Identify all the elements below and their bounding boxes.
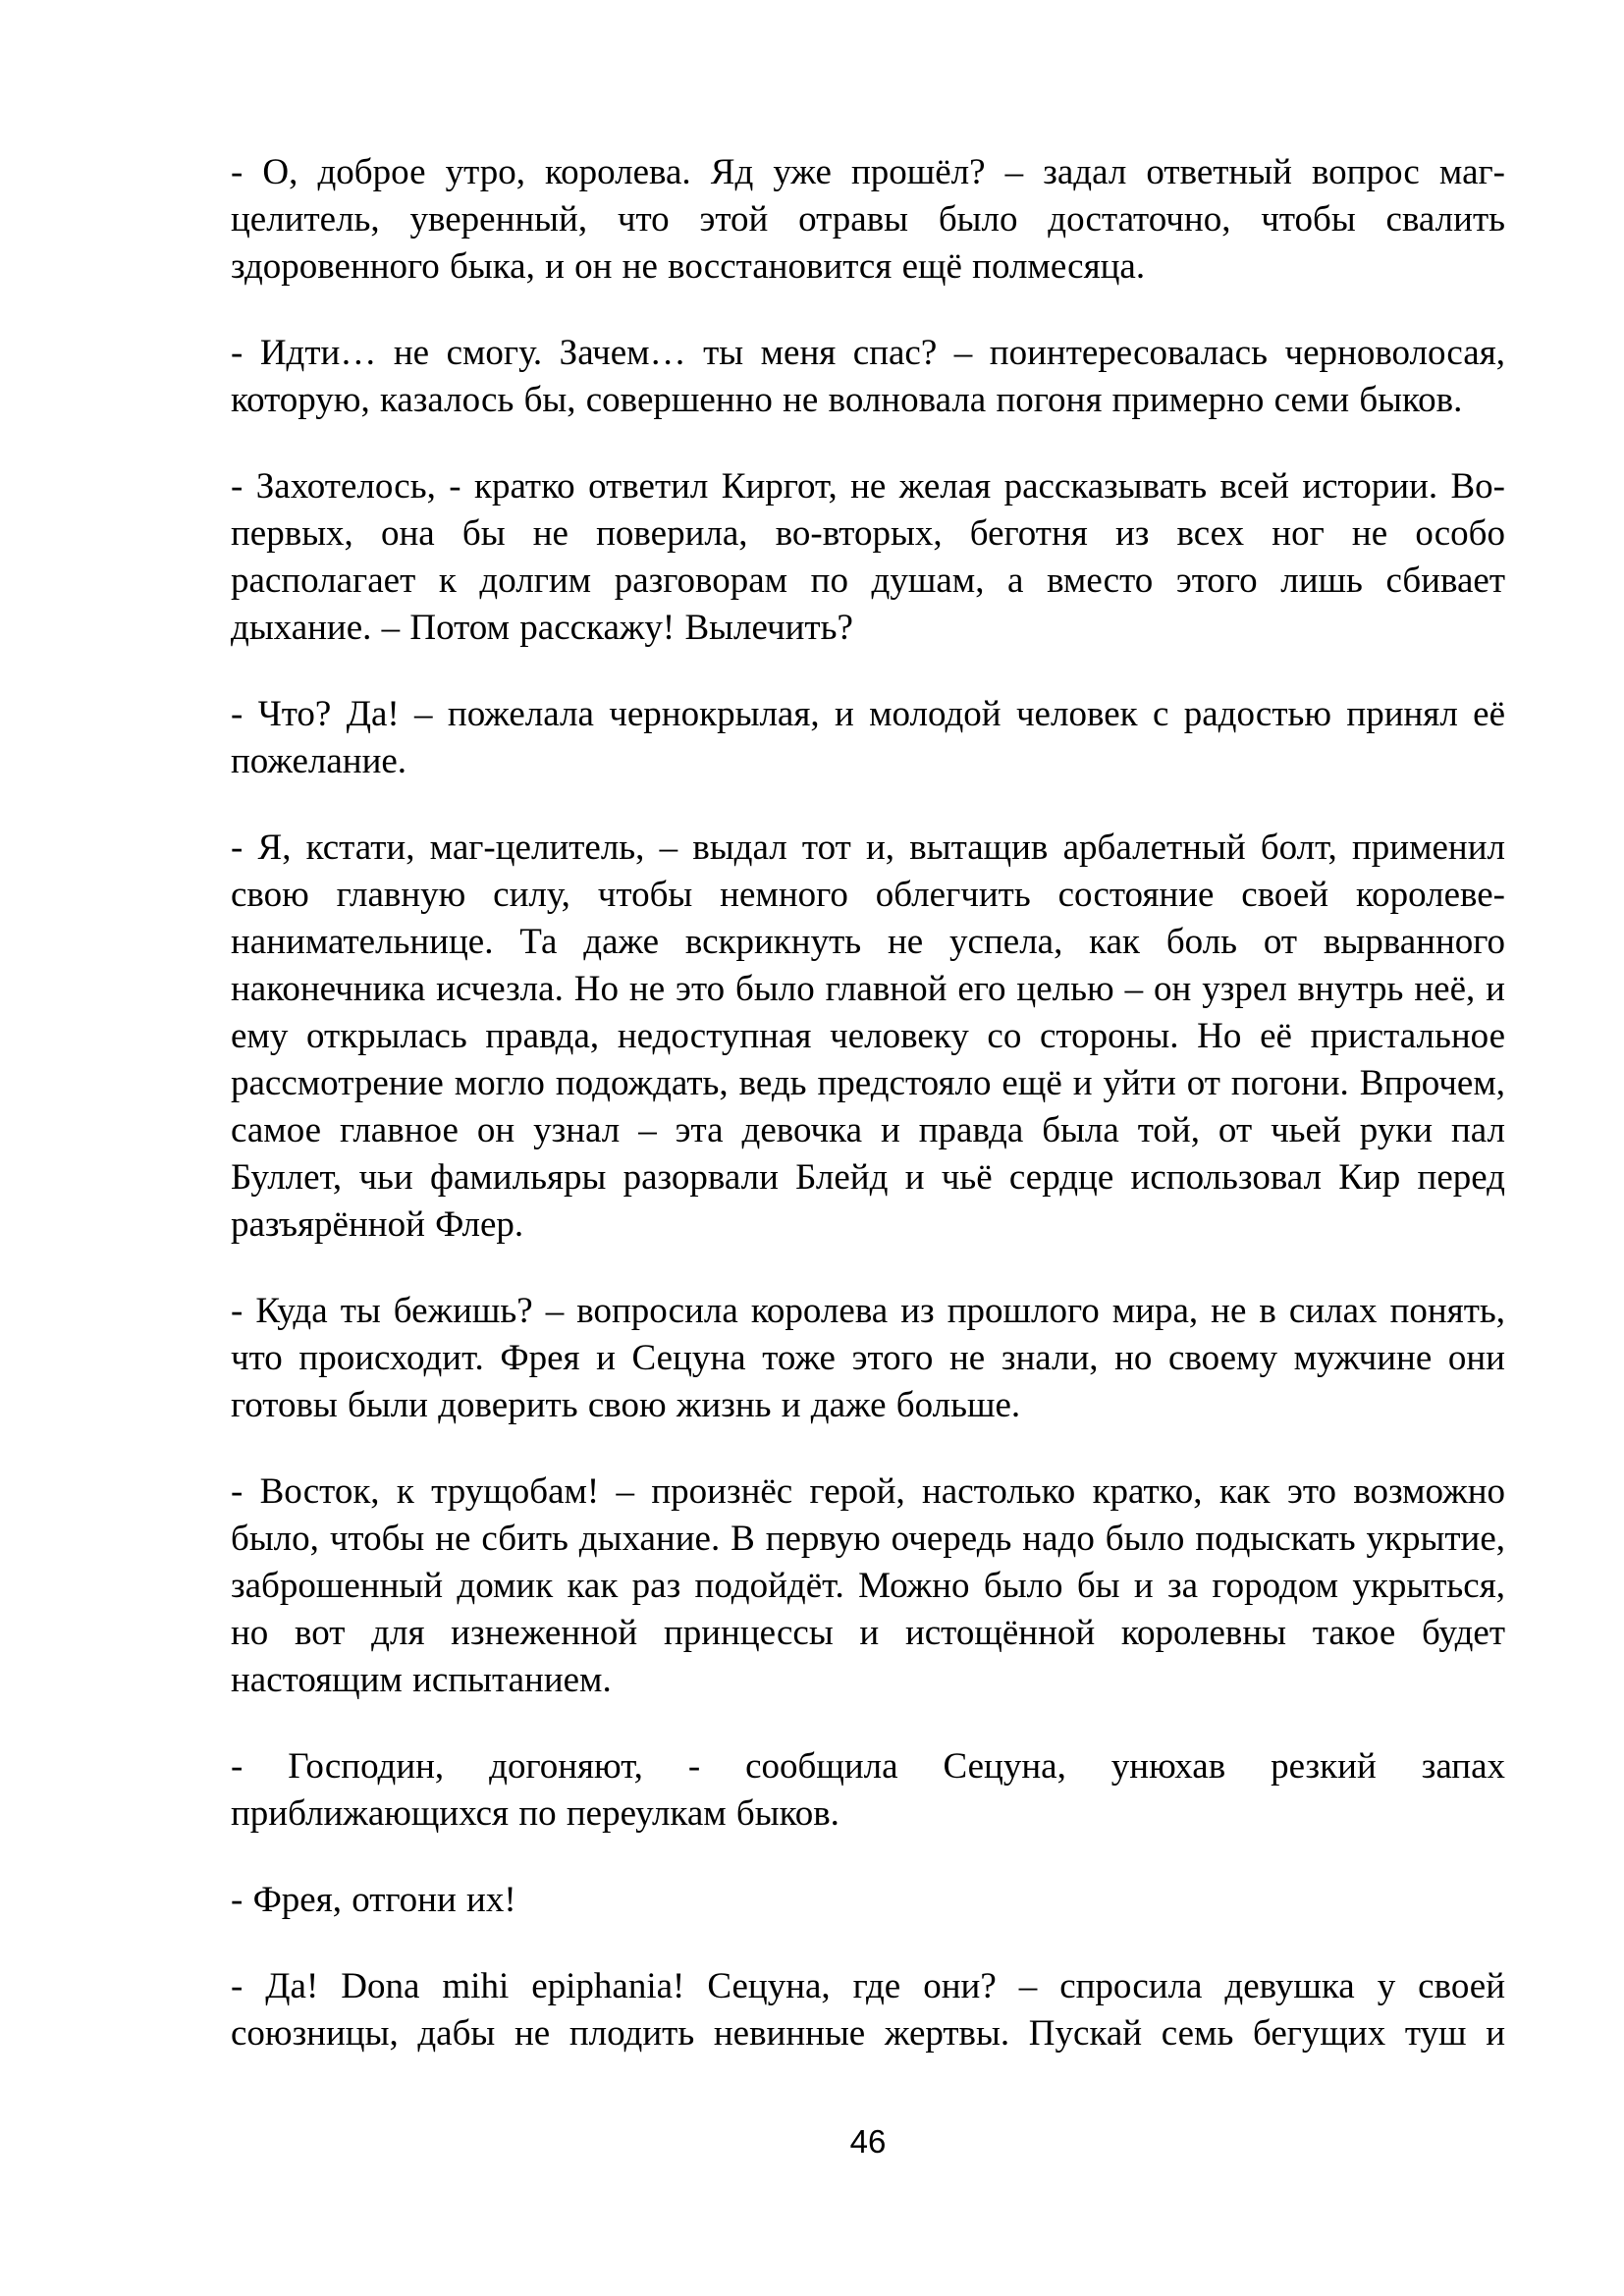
paragraph-1: - О, доброе утро, королева. Яд уже прошёл? – задал ответный вопрос маг-целитель, уверенный, что этой отравы было достаточно, чтобы свалить здоровенного быка, и он не восстановится ещё полмесяца.: [231, 152, 1505, 287]
paragraph-6: - Куда ты бежишь? – вопросила королева из прошлого мира, не в силах понять, что происходит. Фрея и Сецуна тоже этого не знали, но своему мужчине они готовы были доверить свою жизнь и даже больше.: [231, 1291, 1505, 1425]
paragraph-2: - Идти… не смогу. Зачем… ты меня спас? – поинтересовалась черноволосая, которую, казалось бы, совершенно не волновала погоня примерно семи быков.: [231, 333, 1505, 420]
page-number: 46: [849, 2123, 887, 2160]
paragraph-7: - Восток, к трущобам! – произнёс герой, настолько кратко, как это возможно было, чтобы не сбить дыхание. В первую очередь надо было подыскать укрытие, заброшенный домик как раз подойдёт. Можно было бы и за городом укрыться, но вот для изнеженной принцессы и истощённой королевны такое будет настоящим испытанием.: [231, 1471, 1505, 1700]
paragraph-3: - Захотелось, - кратко ответил Киргот, не желая рассказывать всей истории. Во-первых, она бы не поверила, во-вторых, беготня из всех ног не особо располагает к долгим разговорам по душам, а вместо этого лишь сбивает дыхание. – Потом расскажу! Вылечить?: [231, 466, 1505, 648]
paragraph-4: - Что? Да! – пожелала чернокрылая, и молодой человек с радостью принял её пожелание.: [231, 694, 1505, 781]
paragraph-9: - Фрея, отгони их!: [231, 1880, 516, 1920]
paragraph-8: - Господин, догоняют, - сообщила Сецуна, унюхав резкий запах приближающихся по переулкам быков.: [231, 1746, 1505, 1834]
text-block: [231, 149, 1505, 2097]
paragraph-10: - Да! Dona mihi epiphania! Сецуна, где они? – спросила девушка у своей союзницы, дабы не плодить невинные жертвы. Пускай семь бегущих туш и: [231, 1966, 1505, 2054]
paragraph-5: - Я, кстати, маг-целитель, – выдал тот и, вытащив арбалетный болт, применил свою главную силу, чтобы немного облегчить состояние своей королеве-нанимательнице. Та даже вскрикнуть не успела, как боль от вырванного наконечника исчезла. Но не это было главной его целью – он узрел внутрь неё, и ему открылась правда, недоступная человеку со стороны. Но её пристальное рассмотрение могло подождать, ведь предстояло ещё и уйти от погони. Впрочем, самое главное он узнал – эта девочка и правда была той, от чьей руки пал Буллет, чьи фамильяры разорвали Блейд и чьё сердце использовал Кир перед разъярённой Флер.: [231, 828, 1505, 1245]
